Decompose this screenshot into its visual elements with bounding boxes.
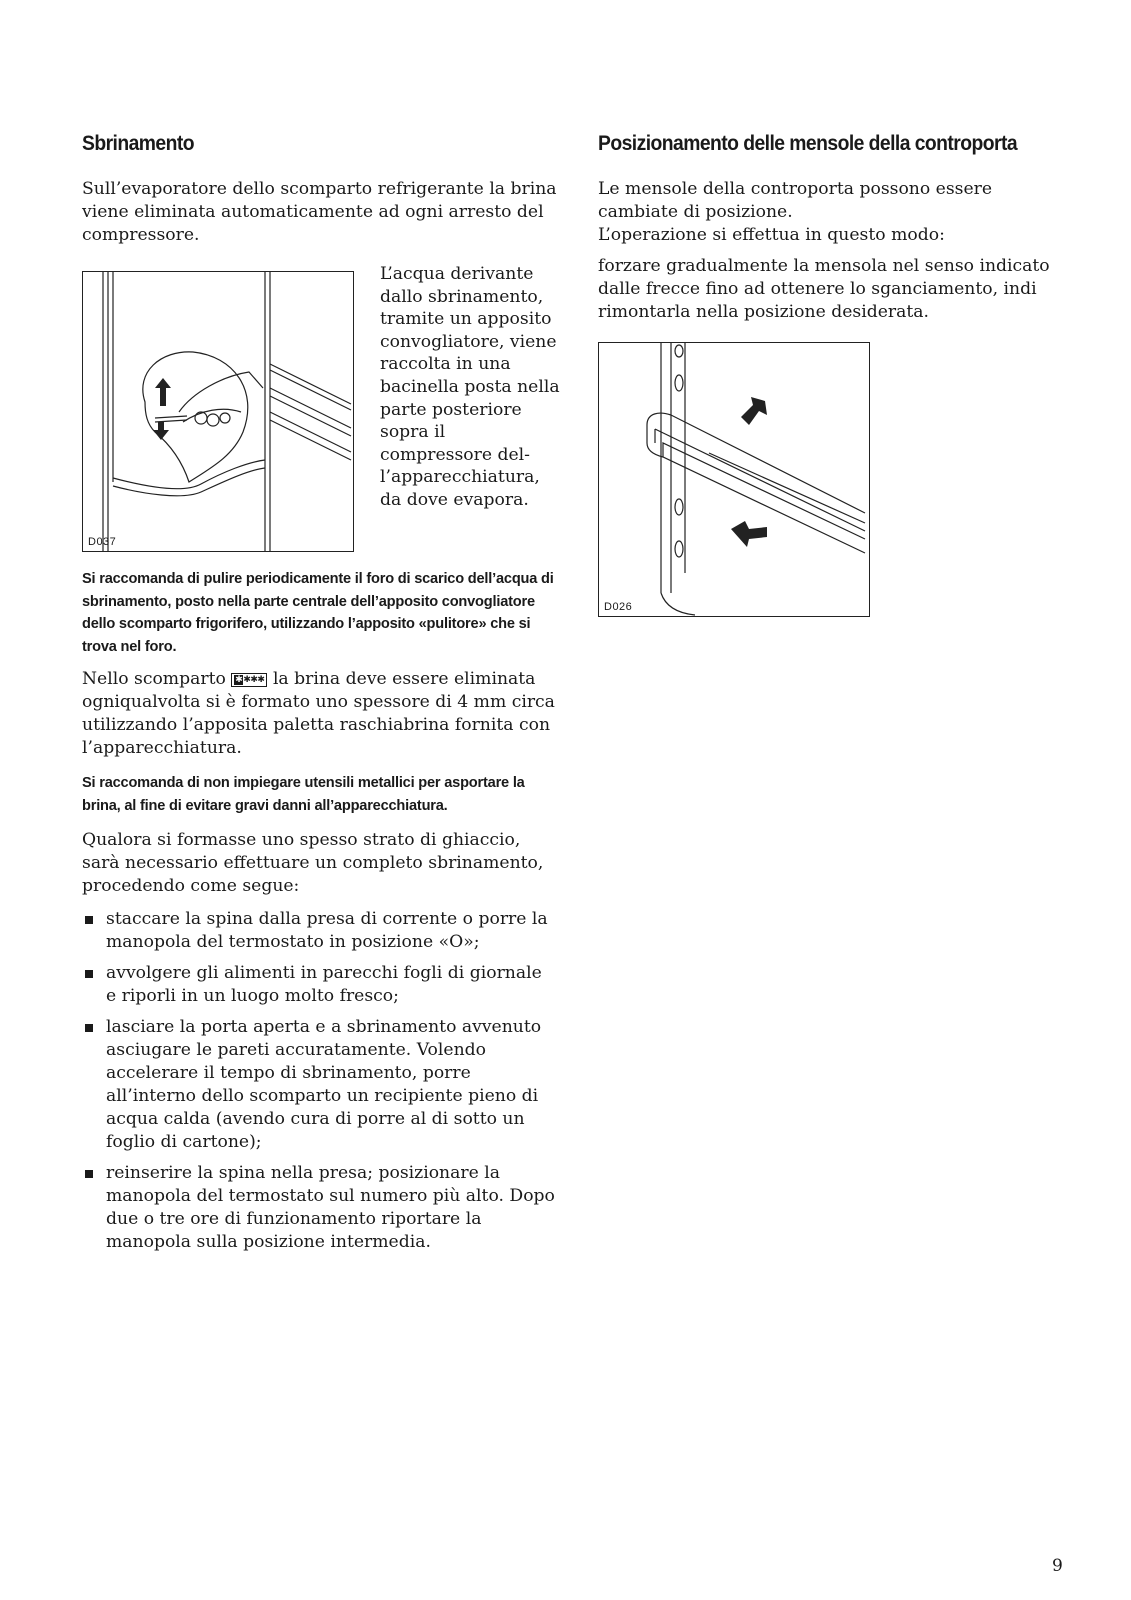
freezer-paragraph: [82, 668, 557, 760]
ice-paragraph: Qualora si formasse uno spesso strato di ghiaccio, sarà necessario effettuare un completo sbrinamento, procedendo come segue:: [82, 830, 544, 896]
list-item: staccare la spina dalla presa di corrente o porre la manopola del termostato in posizione «O»;: [82, 908, 557, 954]
instructions-paragraph: forzare gradualmente la mensola nel senso indicato dalle frecce fino ad ottenere lo sganciamento, indi rimontarla nella posizione desiderata.: [598, 256, 1050, 322]
intro-paragraph: Sull’evaporatore dello scomparto refrigerante la brina viene eliminata automaticamente ad ogni arresto del compressore.: [82, 179, 557, 245]
list-item: lasciare la porta aperta e a sbrinamento avvenuto asciugare le pareti accuratamente. Volendo accelerare il tempo di sbrinamento, porre all’interno dello scomparto un recipiente pieno di acqua calda (avendo cura di porre al di sotto un foglio di cartone);: [82, 1016, 557, 1154]
metal-tools-warning: Si raccomanda di non impiegare utensili metallici per asportare la brina, al fine di evitare gravi danni all’apparecchiatura.: [82, 775, 525, 814]
door-shelf-illustration: [598, 342, 870, 617]
four-star-icon: [231, 673, 267, 687]
section-heading-door-shelves: Posizionamento delle mensole della controporta: [598, 132, 1018, 155]
list-item: avvolgere gli alimenti in parecchi fogli di giornale e riporli in un luogo molto fresco;: [82, 962, 557, 1008]
figure-code-d026: D026: [604, 601, 633, 613]
star-rest-icon: ✱✱✱: [243, 675, 265, 685]
side-text-block: [380, 263, 560, 512]
defrost-drain-drawing: [83, 272, 354, 552]
page-number: 9: [1052, 1556, 1063, 1576]
operation-paragraph: L’operazione si effettua in questo modo:: [598, 225, 945, 245]
door-shelf-drawing: [599, 343, 870, 617]
defrost-steps-list: [82, 908, 557, 1254]
cleaning-note: Si raccomanda di pulire periodicamente il foro di scarico dell’acqua di sbrinamento, posto nella parte centrale dell’apposito convogliatore dello scomparto frigorifero, utilizzando l’apposito «pulitore» che si trova nel foro.: [82, 571, 554, 655]
defrost-drain-illustration: [82, 271, 354, 552]
section-heading-defrosting: Sbrinamento: [82, 132, 195, 155]
shelves-intro-paragraph: Le mensole della controporta possono essere cambiate di posizione.: [598, 179, 993, 222]
drain-water-paragraph: L’acqua derivante dallo sbrinamento, tramite un apposito convogliatore, viene raccolta in una bacinella posta nella parte posteriore sopra il compressore del-l’apparecchiatura, da dove evapora.: [380, 264, 560, 510]
freezer-text-before: Nello scomparto: [82, 669, 226, 689]
freezer-text-after: la brina deve essere eliminata ogniqualvolta si è formato uno spessore di 4 mm circa utilizzando l’apposita paletta raschiabrina fornita con l’apparecchiatura.: [82, 669, 555, 758]
list-item: reinserire la spina nella presa; posizionare la manopola del termostato sul numero più alto. Dopo due o tre ore di funzionamento riportare la manopola sulla posizione intermedia.: [82, 1162, 557, 1254]
right-column: [598, 132, 1068, 617]
left-column: [82, 132, 560, 1262]
figure-block: [82, 261, 560, 558]
figure-code-d037: D037: [88, 536, 117, 548]
star-solid-icon: ✱: [235, 675, 243, 685]
